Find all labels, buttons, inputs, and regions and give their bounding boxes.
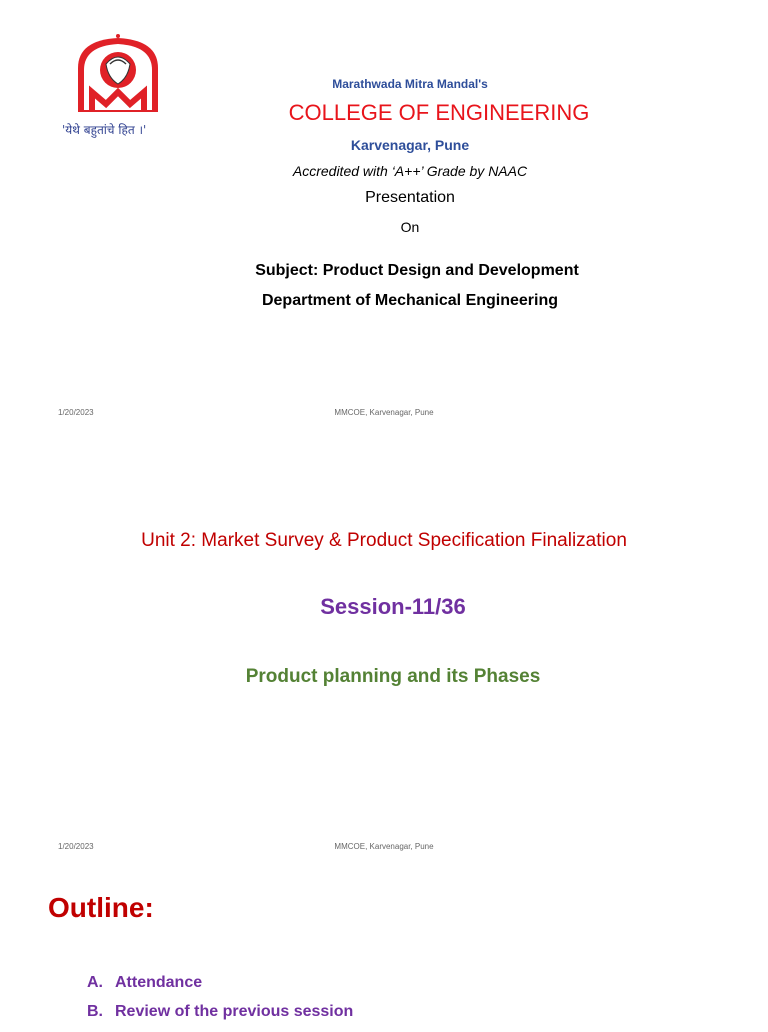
list-item	[87, 974, 353, 1003]
outline-slide	[0, 868, 768, 1024]
presentation-label: Presentation	[365, 189, 455, 206]
list-item	[87, 1003, 353, 1032]
session-number: Session-11/36	[320, 594, 466, 619]
unit-title: Unit 2: Market Survey & Product Specification Finalization	[141, 530, 627, 551]
list-item-marker: B.	[87, 1003, 103, 1020]
subject-title: Subject: Product Design and Development	[255, 262, 579, 279]
organization-name: Marathwada Mitra Mandal's	[332, 77, 488, 91]
list-item-label: Attendance	[115, 974, 203, 991]
session-slide	[0, 434, 768, 868]
list-item-label: Review of the previous session	[115, 1003, 354, 1020]
title-slide	[0, 0, 768, 434]
college-location: Karvenagar, Pune	[350, 137, 470, 153]
department-name: Department of Mechanical Engineering	[261, 292, 559, 309]
footer-date: 1/20/2023	[58, 842, 94, 851]
accreditation-text: Accredited with ‘A++’ Grade by NAAC	[292, 163, 528, 179]
footer-date: 1/20/2023	[58, 408, 94, 417]
college-name: COLLEGE OF ENGINEERING	[288, 100, 590, 125]
outline-title: Outline:	[48, 892, 154, 923]
outline-list	[87, 974, 353, 1032]
session-topic: Product planning and its Phases	[245, 666, 541, 687]
footer-org: MMCOE, Karvenagar, Pune	[334, 408, 434, 417]
footer-org: MMCOE, Karvenagar, Pune	[334, 842, 434, 851]
college-motto: 'येथे बहुतांचे हित ।'	[62, 123, 147, 137]
on-label: On	[400, 219, 420, 235]
list-item-marker: A.	[87, 974, 103, 991]
